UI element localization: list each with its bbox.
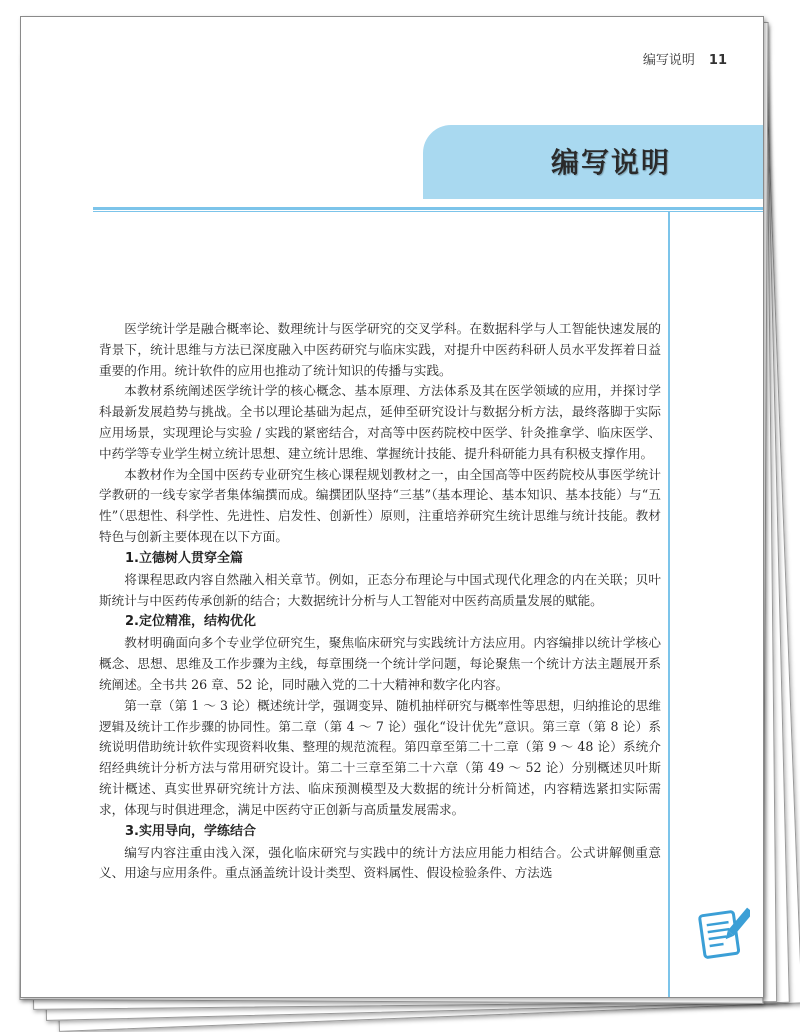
header-rule-thin: [93, 211, 763, 212]
margin-rule: [668, 211, 670, 997]
section-heading: 1.立德树人贯穿全篇: [125, 550, 243, 566]
book-page: [20, 16, 764, 998]
title-band: [423, 125, 763, 199]
body-paragraph: 医学统计学是融合概率论、数理统计与医学研究的交叉学科。在数据科学与人工智能快速发展的背景下，统计思维与方法已深度融入中医药研究与临床实践，对提升中医药科研人员水平发挥着日益重要的作用。统计软件的应用也推动了统计知识的传播与实践。: [99, 321, 661, 378]
running-head: [643, 49, 727, 68]
body-text: [99, 319, 661, 884]
header-rule: [93, 207, 763, 210]
body-paragraph: 本教材系统阐述医学统计学的核心概念、基本原理、方法体系及其在医学领域的应用，并探讨学科最新发展趋势与挑战。全书以理论基础为起点，延伸至研究设计与数据分析方法，最终落脚于实际应用场景，实现理论与实验 / 实践的紧密结合，对高等中医药院校中医学、针灸推拿学、临床医学、中药学等专业学生树立统计思想、建立统计思维、掌握统计技能、提升科研能力具有积极支撑作用。: [99, 383, 661, 461]
section-heading: 3.实用导向，学练结合: [125, 823, 256, 839]
body-paragraph: 教材明确面向多个专业学位研究生，聚焦临床研究与实践统计方法应用。内容编排以统计学核心概念、思想、思维及工作步骤为主线，每章围绕一个统计学问题，每论聚焦一个统计方法主题展开系统阐述。全书共 26 章、52 论，同时融入党的二十大精神和数字化内容。: [99, 635, 661, 692]
notebook-pencil-icon: [696, 903, 750, 961]
page-number: 11: [708, 53, 727, 68]
page-title: 编写说明: [551, 146, 672, 179]
body-paragraph: 本教材作为全国中医药专业研究生核心课程规划教材之一，由全国高等中医药院校从事医学统计学教研的一线专家学者集体编撰而成。编撰团队坚持“三基”（基本理论、基本知识、基本技能）与“五性”（思想性、科学性、先进性、启发性、创新性）原则，注重培养研究生统计思维与统计技能。教材特色与创新主要体现在以下方面。: [99, 466, 661, 544]
body-paragraph: 编写内容注重由浅入深，强化临床研究与实践中的统计方法应用能力相结合。公式讲解侧重意义、用途与应用条件。重点涵盖统计设计类型、资料属性、假设检验条件、方法选: [99, 844, 661, 881]
section-heading: 2.定位精准，结构优化: [125, 614, 256, 630]
running-head-section: 编写说明: [642, 53, 695, 68]
body-paragraph: 第一章（第 1 ～ 3 论）概述统计学，强调变异、随机抽样研究与概率性等思想，归纳推论的思维逻辑及统计工作步骤的协同性。第二章（第 4 ～ 7 论）强化“设计优先”意识。第三章（第 8 论）系统说明借助统计软件实现资料收集、整理的规范流程。第四章至第二十二章（第 9 ～ 48 论）系统介绍经典统计分析方法与常用研究设计。第二十三章至第二十六章（第 49 ～ 52 论）分别概述贝叶斯统计概述、真实世界研究统计方法、临床预测模型及大数据的统计分析简述，内容精选紧扣实际需求，体现与时俱进理念，满足中医药守正创新与高质量发展需求。: [99, 697, 661, 817]
body-paragraph: 将课程思政内容自然融入相关章节。例如，正态分布理论与中国式现代化理念的内在关联；贝叶斯统计与中医药传承创新的结合；大数据统计分析与人工智能对中医药高质量发展的赋能。: [99, 571, 661, 608]
